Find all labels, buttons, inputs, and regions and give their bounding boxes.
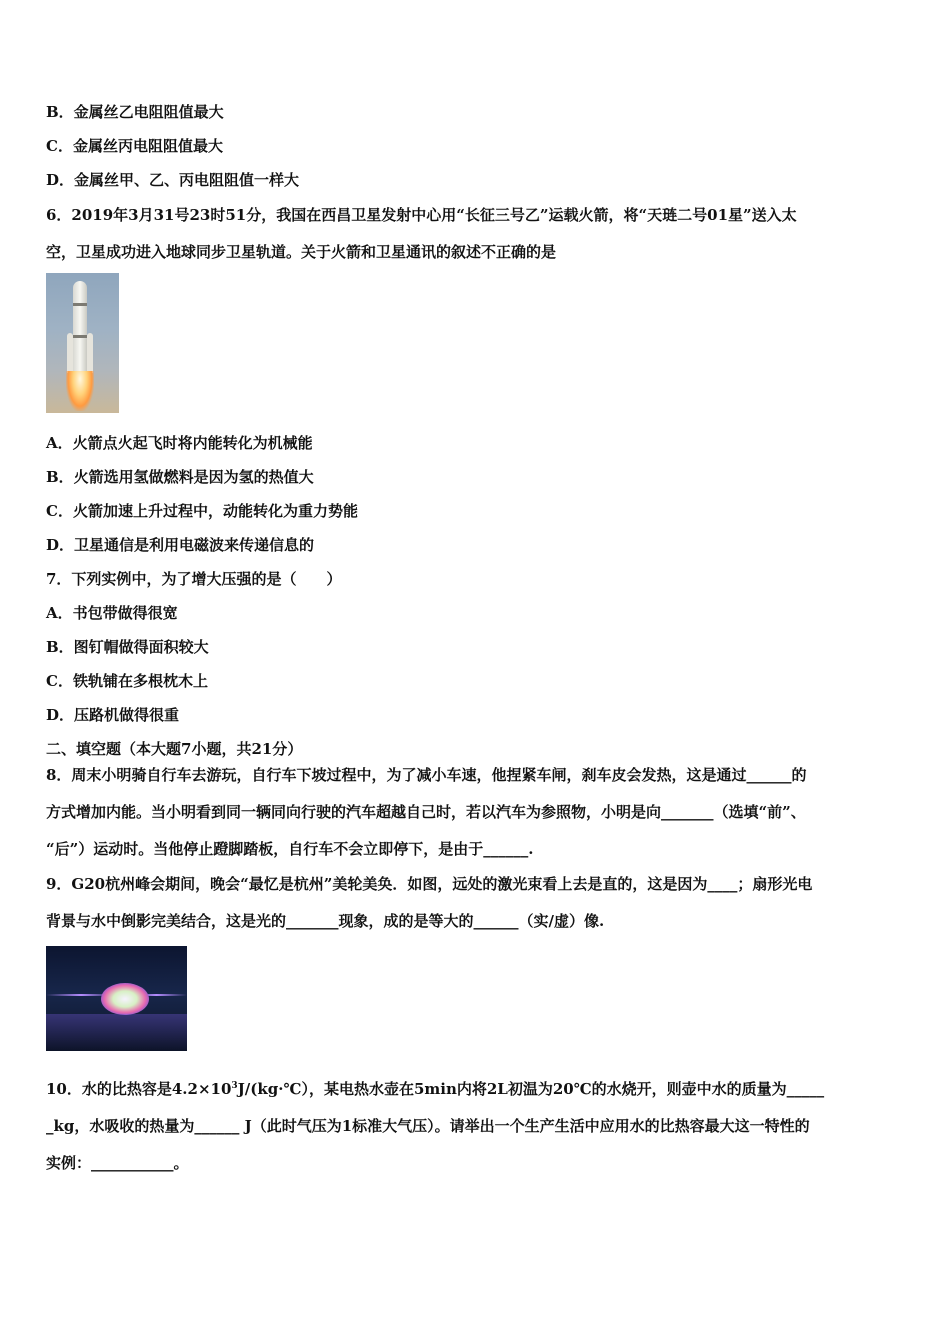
question-10-line-2: _kg，水吸收的热量为______ J（此时气压为1标准大气压）。请举出一个生产生活中应用水的比热容最大这一特性的 — [46, 1117, 810, 1135]
question-7-option-d: D．压路机做得很重 — [46, 706, 180, 724]
question-7-option-c: C．铁轨铺在多根枕木上 — [46, 672, 208, 690]
question-8-line-1: 8．周末小明骑自行车去游玩，自行车下坡过程中，为了减小车速，他捏紧车闸，刹车皮会发热，这是通过______的 — [46, 766, 807, 784]
rocket-body — [73, 281, 87, 373]
question-7-option-b: B．图钉帽做得面积较大 — [46, 638, 209, 656]
question-6-option-d: D．卫星通信是利用电磁波来传递信息的 — [46, 536, 315, 554]
rocket-booster-right — [87, 333, 93, 373]
water-reflection — [46, 1014, 187, 1051]
section-heading-fill-in: 二、填空题（本大题7小题，共21分） — [46, 740, 303, 758]
question-6-line-2: 空，卫星成功进入地球同步卫星轨道。关于火箭和卫星通讯的叙述不正确的是 — [46, 243, 557, 261]
option-6-prev-d: D．金属丝甲、乙、丙电阻阻值一样大 — [46, 171, 300, 189]
rocket-flame — [66, 371, 94, 411]
rocket-launch-photo — [46, 273, 119, 413]
question-8-line-3: “后”）运动时。当他停止蹬脚踏板，自行车不会立即停下，是由于______. — [46, 840, 534, 858]
question-10-superscript: 3 — [231, 1081, 238, 1091]
question-6-option-b: B．火箭选用氢做燃料是因为氢的热值大 — [46, 468, 314, 486]
rocket-band — [73, 335, 87, 338]
question-7-stem: 7．下列实例中，为了增大压强的是（ ） — [46, 570, 342, 588]
question-9-line-1: 9．G20杭州峰会期间，晚会“最忆是杭州”美轮美奂．如图，远处的激光束看上去是直的，这是因为____；扇形光电 — [46, 875, 813, 893]
question-10-line-1 — [46, 1079, 824, 1099]
question-10-text-b: J/(kg·℃），某电热水壶在5min内将2L初温为20℃的水烧开，则壶中水的质量为_____ — [237, 1080, 825, 1098]
option-6-prev-b: B．金属丝乙电阻阻值最大 — [46, 103, 224, 121]
option-6-prev-c: C．金属丝丙电阻阻值最大 — [46, 137, 223, 155]
question-6-option-c: C．火箭加速上升过程中，动能转化为重力势能 — [46, 502, 358, 520]
light-show-photo — [46, 946, 187, 1051]
glowing-stage — [101, 983, 149, 1015]
question-6-line-1: 6．2019年3月31号23时51分，我国在西昌卫星发射中心用“长征三号乙”运载火箭，将“天琏二号01星”送入太 — [46, 206, 797, 224]
question-8-line-2: 方式增加内能。当小明看到同一辆同向行驶的汽车超越自己时，若以汽车为参照物，小明是向_______（选填“前”、 — [46, 803, 806, 821]
question-9-line-2: 背景与水中倒影完美结合，这是光的_______现象，成的是等大的______（实/虚）像. — [46, 912, 605, 930]
question-10-text-a: 10．水的比热容是4.2×10 — [46, 1080, 232, 1098]
question-6-option-a: A．火箭点火起飞时将内能转化为机械能 — [46, 434, 313, 452]
rocket-band — [73, 303, 87, 306]
question-10-line-3: 实例：___________。 — [46, 1154, 189, 1172]
question-7-option-a: A．书包带做得很宽 — [46, 604, 178, 622]
